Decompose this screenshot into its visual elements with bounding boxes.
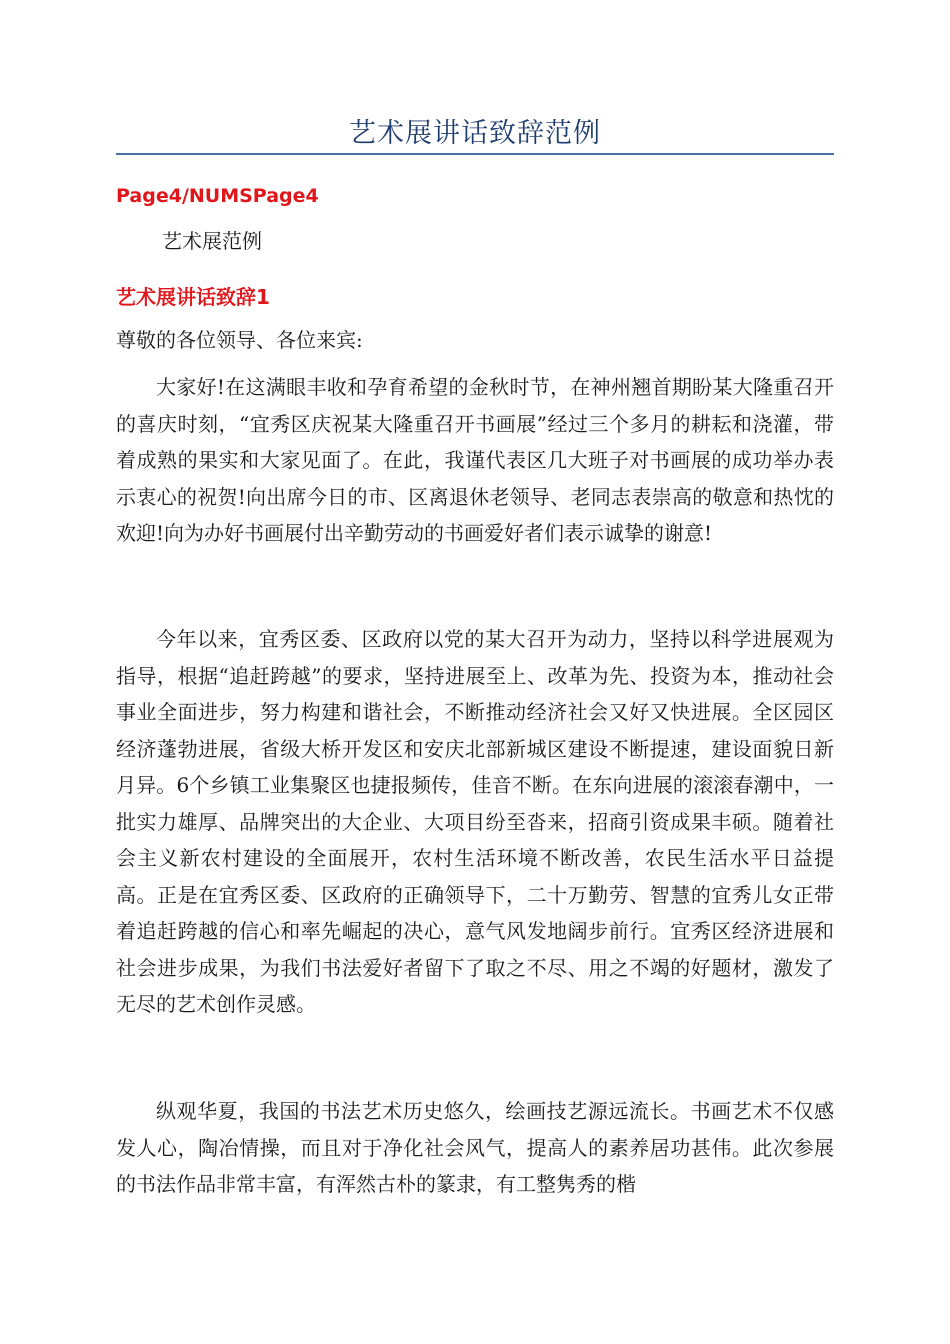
body-paragraph-3: 纵观华夏，我国的书法艺术历史悠久，绘画技艺源远流长。书画艺术不仅感发人心，陶冶情操，而且对于净化社会风气，提高人的素养居功甚伟。此次参展的书法作品非常丰富，有浑然古朴的篆隶，有工整隽秀的楷 — [116, 1099, 834, 1196]
salutation-line: 尊敬的各位领导、各位来宾: — [116, 328, 363, 352]
title-divider — [116, 153, 834, 155]
page-code-label: Page4/NUMSPage4 — [116, 185, 319, 207]
document-subtitle: 艺术展范例 — [162, 229, 262, 253]
body-paragraph-2: 今年以来，宜秀区委、区政府以党的某大召开为动力，坚持以科学进展观为指导，根据“追赶跨越”的要求，坚持进展至上、改革为先、投资为本，推动社会事业全面进步，努力构建和谐社会，不断推动经济社会又好又快进展。全区园区经济蓬勃进展，省级大桥开发区和安庆北部新城区建设不断提速，建设面貌日新月异。6个乡镇工业集聚区也捷报频传，佳音不断。在东向进展的滚滚春潮中，一批实力雄厚、品牌突出的大企业、大项目纷至沓来，招商引资成果丰硕。随着社会主义新农村建设的全面展开，农村生活环境不断改善，农民生活水平日益提高。正是在宜秀区委、区政府的正确领导下，二十万勤劳、智慧的宜秀儿女正带着追赶跨越的信心和率先崛起的决心，意气风发地阔步前行。宜秀区经济进展和社会进步成果，为我们书法爱好者留下了取之不尽、用之不竭的好题材，激发了无尽的艺术创作灵感。 — [116, 627, 834, 1016]
body-paragraph-1: 大家好!在这满眼丰收和孕育希望的金秋时节，在神州翘首期盼某大隆重召开的喜庆时刻，“宜秀区庆祝某大隆重召开书画展”经过三个多月的耕耘和浇灌，带着成熟的果实和大家见面了。在此，我谨代表区几大班子对书画展的成功举办表示衷心的祝贺!向出席今日的市、区离退休老领导、老同志表崇高的敬意和热忱的欢迎!向为办好书画展付出辛勤劳动的书画爱好者们表示诚挚的谢意! — [116, 375, 834, 545]
document-title: 艺术展讲话致辞范例 — [349, 118, 601, 149]
section-heading: 艺术展讲话致辞1 — [116, 285, 270, 309]
